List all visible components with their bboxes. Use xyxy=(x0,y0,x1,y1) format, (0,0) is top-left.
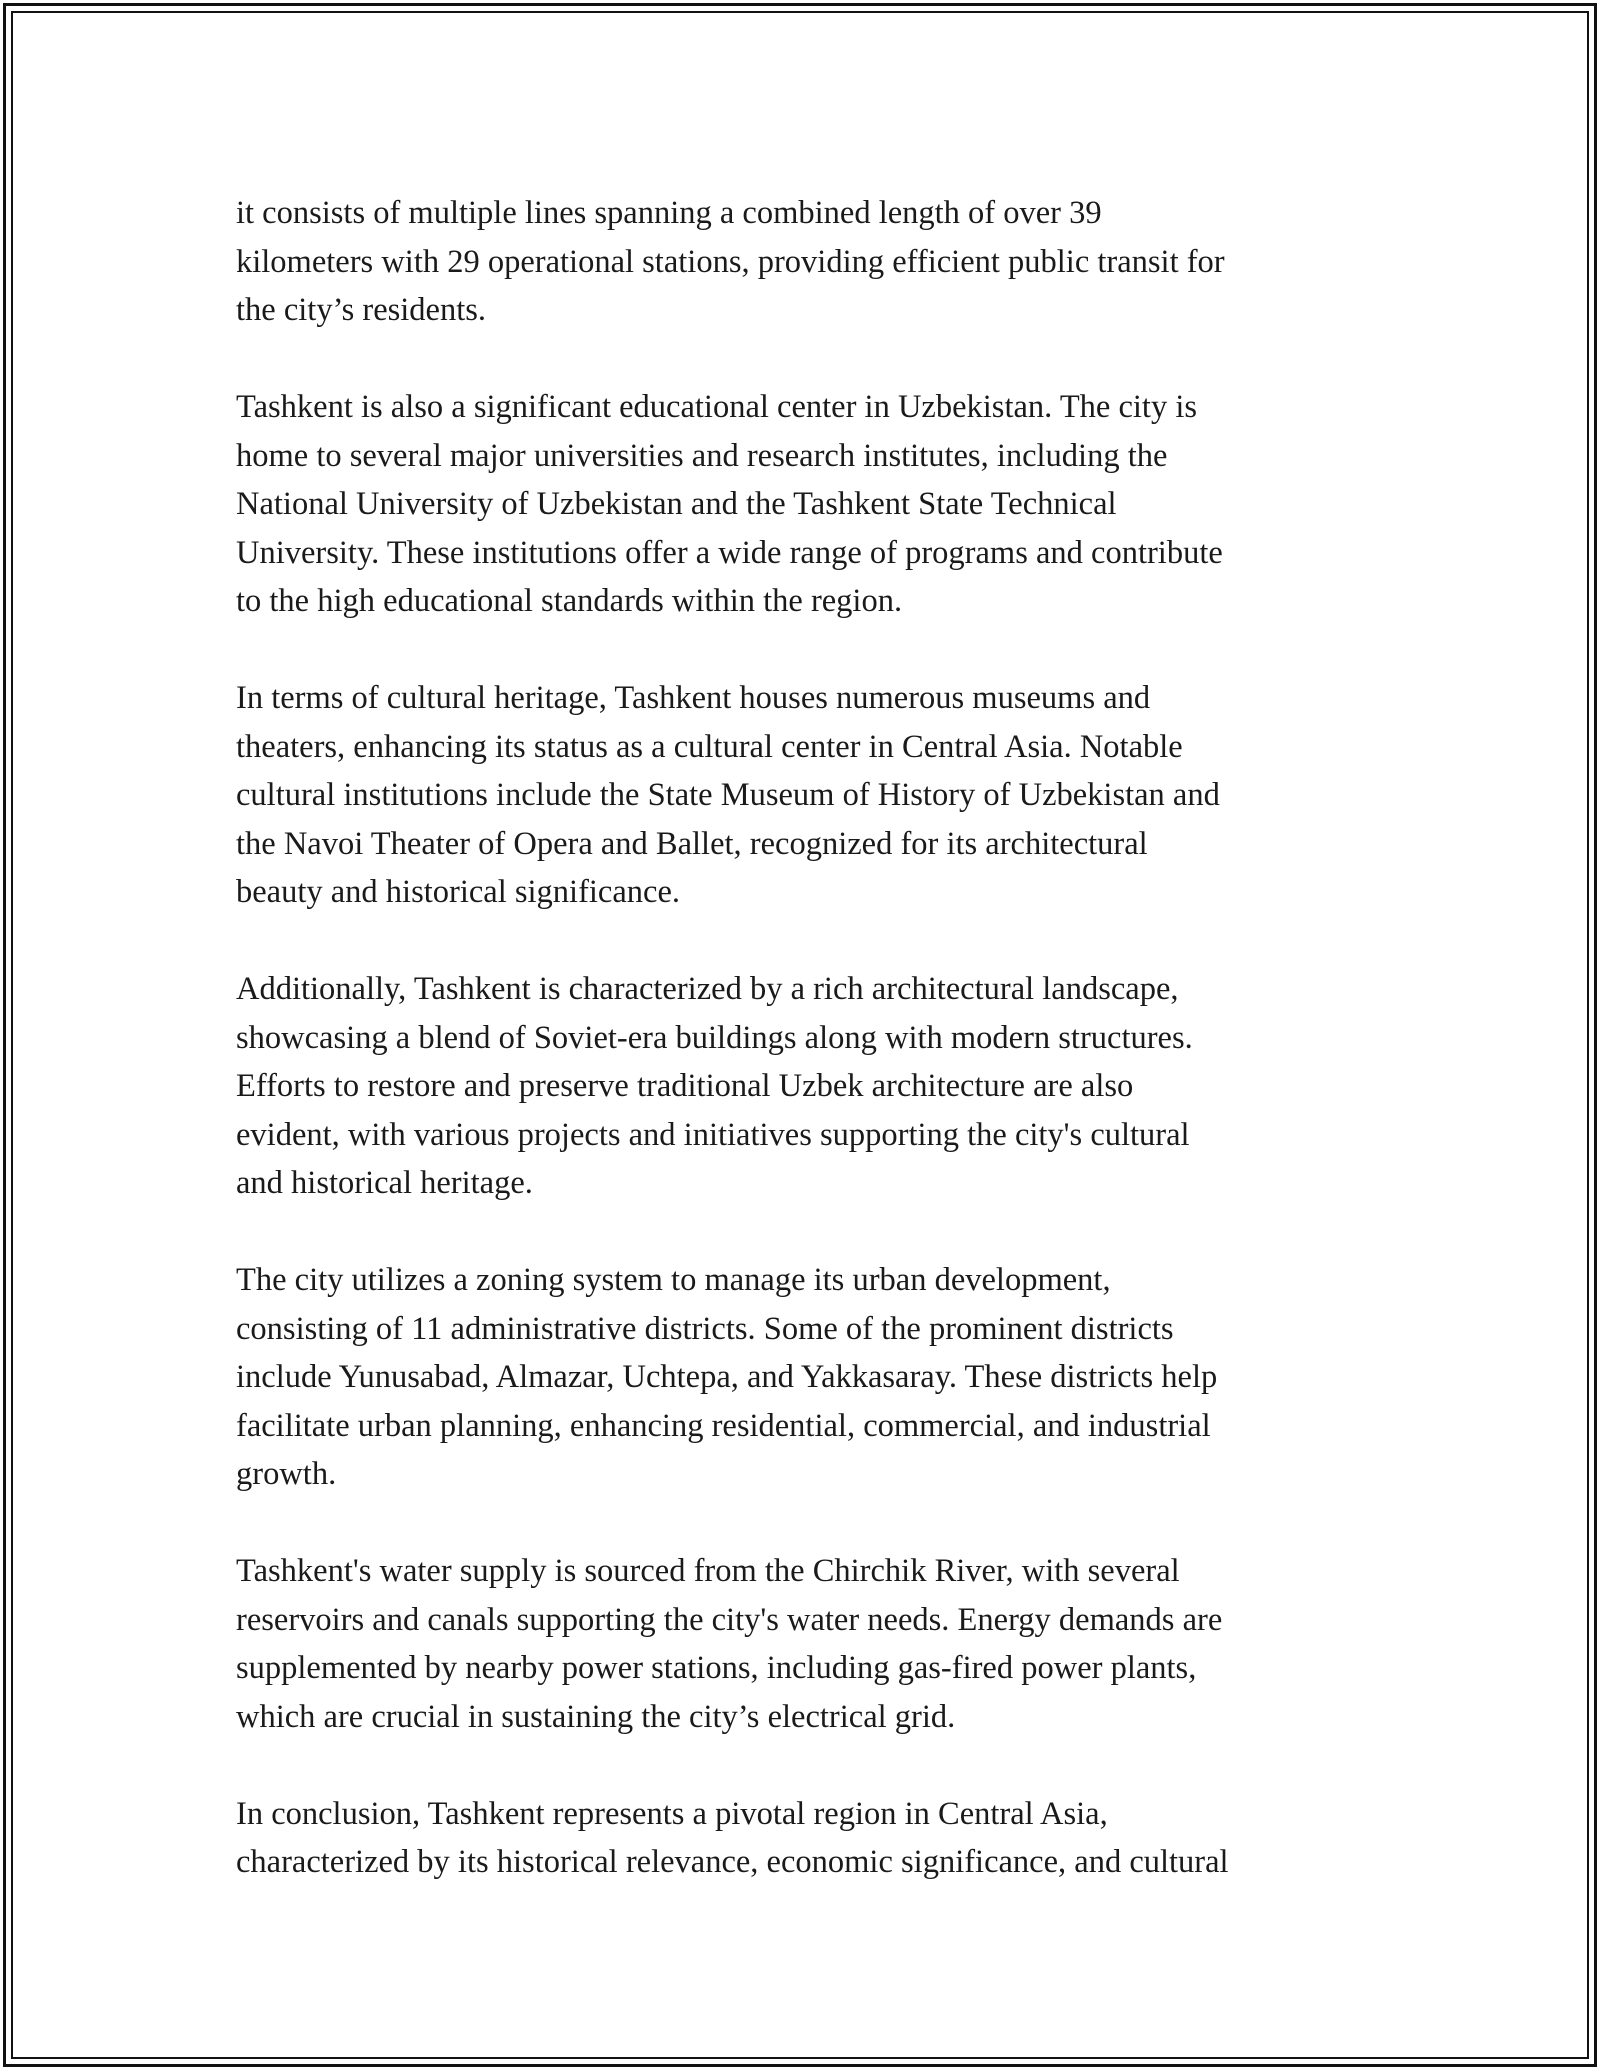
text-line: theaters, enhancing its status as a cultural center in Central Asia. Notable xyxy=(236,728,1183,765)
document-body xyxy=(236,189,1366,1935)
text-line: the Navoi Theater of Opera and Ballet, recognized for its architectural xyxy=(236,825,1148,862)
text-line: kilometers with 29 operational stations, providing efficient public transit for xyxy=(236,243,1225,280)
text-line: Tashkent's water supply is sourced from the Chirchik River, with several xyxy=(236,1553,1180,1589)
paragraph-culture xyxy=(236,674,1366,917)
text-line: and historical heritage. xyxy=(236,1165,533,1201)
text-line: facilitate urban planning, enhancing residential, commercial, and industrial xyxy=(236,1407,1211,1444)
text-line: Additionally, Tashkent is characterized by a rich architectural landscape, xyxy=(236,971,1179,1007)
text-line: evident, with various projects and initiatives supporting the city's cultural xyxy=(236,1116,1190,1153)
text-line: reservoirs and canals supporting the city's water needs. Energy demands are xyxy=(236,1601,1223,1638)
paragraph-architecture xyxy=(236,965,1366,1208)
paragraph-metro xyxy=(236,189,1366,335)
text-line: the city’s residents. xyxy=(236,292,487,328)
text-line: National University of Uzbekistan and the Tashkent State Technical xyxy=(236,486,1117,522)
text-line: University. These institutions offer a wide range of programs and contribute xyxy=(236,534,1223,571)
text-line: it consists of multiple lines spanning a combined length of over 39 xyxy=(236,195,1102,231)
paragraph-conclusion xyxy=(236,1790,1366,1887)
text-line: growth. xyxy=(236,1456,337,1492)
paragraph-utilities xyxy=(236,1547,1366,1741)
text-line: include Yunusabad, Almazar, Uchtepa, and Yakkasaray. These districts help xyxy=(236,1359,1218,1395)
text-line: characterized by its historical relevance, economic significance, and cultural xyxy=(236,1844,1229,1880)
text-line: Efforts to restore and preserve traditional Uzbek architecture are also xyxy=(236,1068,1134,1104)
text-line: In conclusion, Tashkent represents a pivotal region in Central Asia, xyxy=(236,1795,1108,1832)
text-line: supplemented by nearby power stations, including gas-fired power plants, xyxy=(236,1650,1197,1686)
text-line: In terms of cultural heritage, Tashkent houses numerous museums and xyxy=(236,680,1151,716)
text-line: home to several major universities and research institutes, including the xyxy=(236,437,1168,474)
text-line: showcasing a blend of Soviet-era buildings along with modern structures. xyxy=(236,1019,1193,1056)
paragraph-zoning xyxy=(236,1256,1366,1499)
text-line: to the high educational standards within the region. xyxy=(236,583,903,619)
paragraph-education xyxy=(236,383,1366,626)
text-line: which are crucial in sustaining the city’s electrical grid. xyxy=(236,1698,956,1735)
text-line: beauty and historical significance. xyxy=(236,874,681,910)
text-line: cultural institutions include the State Museum of History of Uzbekistan and xyxy=(236,777,1220,813)
text-line: Tashkent is also a significant educational center in Uzbekistan. The city is xyxy=(236,389,1198,425)
text-line: consisting of 11 administrative districts. Some of the prominent districts xyxy=(236,1310,1174,1347)
text-line: The city utilizes a zoning system to manage its urban development, xyxy=(236,1262,1111,1298)
